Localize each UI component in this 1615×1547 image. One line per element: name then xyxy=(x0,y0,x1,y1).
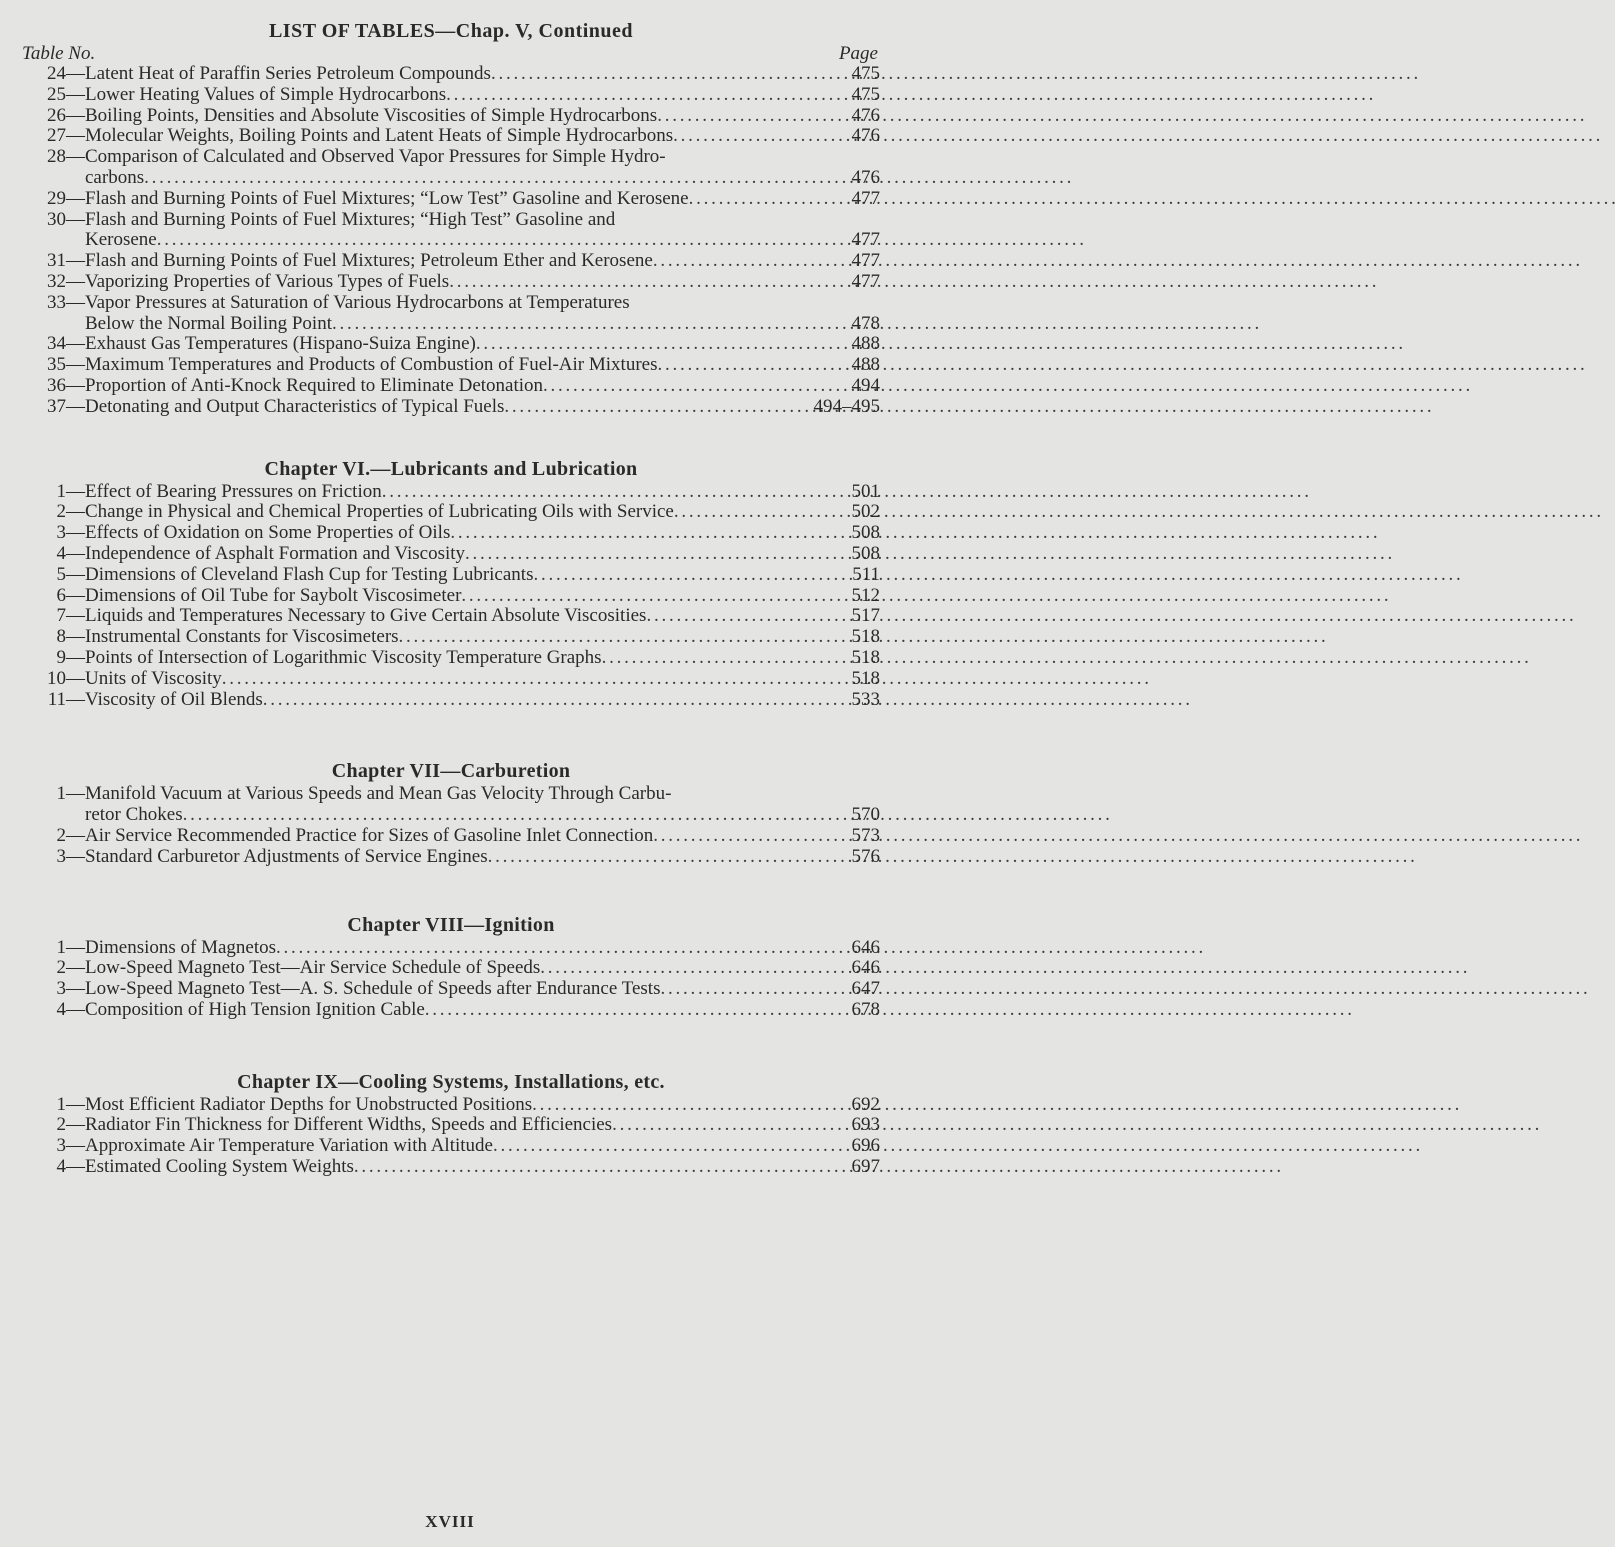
table-number: 33 xyxy=(47,291,66,313)
page-reference: 573 xyxy=(851,824,880,846)
em-dash-separator: — xyxy=(66,1156,85,1178)
table-title: Composition of High Tension Ignition Cable xyxy=(85,998,425,1020)
table-title: Effects of Oxidation on Some Properties of Oils xyxy=(85,522,451,544)
toc-entry-line xyxy=(22,210,880,231)
em-dash-separator: — xyxy=(66,395,85,417)
toc-entry-line xyxy=(22,502,880,523)
dot-leader xyxy=(354,1157,846,1178)
toc-entry-line xyxy=(22,189,880,210)
dot-leader xyxy=(612,1115,845,1136)
section-spacer xyxy=(22,710,880,758)
page-reference: 475 xyxy=(851,83,880,105)
page-reference: 697 xyxy=(851,1156,880,1178)
dot-leader xyxy=(425,1000,846,1021)
toc-entry[interactable] xyxy=(22,126,880,147)
dot-leader xyxy=(673,126,845,147)
dot-leader xyxy=(144,168,845,189)
em-dash-separator: — xyxy=(66,824,85,846)
table-number: 30 xyxy=(47,208,66,230)
table-title: Units of Viscosity xyxy=(85,667,222,689)
toc-entry[interactable] xyxy=(22,847,880,868)
em-dash-separator: — xyxy=(66,63,85,84)
table-number: 10 xyxy=(47,667,66,689)
table-number: 3 xyxy=(56,978,66,1000)
table-number: 25 xyxy=(47,83,66,105)
em-dash-separator: — xyxy=(66,845,85,867)
chapter-section xyxy=(22,912,880,1021)
table-number: 28 xyxy=(47,146,66,168)
page-reference: 508 xyxy=(851,542,880,564)
table-number: 24 xyxy=(47,63,66,84)
chapter-heading: Chapter IX—Cooling Systems, Installations, etc. xyxy=(237,1070,665,1093)
dot-leader xyxy=(543,376,845,397)
page-reference: 494 xyxy=(851,374,880,396)
toc-entry[interactable] xyxy=(22,958,880,979)
toc-entry-line xyxy=(22,106,880,127)
dot-leader xyxy=(602,648,846,669)
table-title: Low-Speed Magneto Test—Air Service Schedule of Speeds xyxy=(85,957,541,979)
toc-entry[interactable] xyxy=(22,147,880,189)
table-number: 2 xyxy=(56,1114,66,1136)
em-dash-separator: — xyxy=(66,187,85,209)
page-reference: 511 xyxy=(852,563,880,585)
em-dash-separator: — xyxy=(66,563,85,585)
page-title: LIST OF TABLES—Chap. V, Continued xyxy=(268,20,634,42)
em-dash-separator: — xyxy=(66,270,85,292)
page-reference: 477 xyxy=(851,187,880,209)
toc-entry[interactable] xyxy=(22,1095,880,1116)
page-reference: 693 xyxy=(851,1114,880,1136)
table-title: Estimated Cooling System Weights xyxy=(85,1156,354,1178)
table-title: Effect of Bearing Pressures on Friction xyxy=(85,480,382,502)
toc-entry[interactable] xyxy=(22,106,880,127)
table-number: 1 xyxy=(56,480,66,502)
page-reference: 696 xyxy=(851,1135,880,1157)
table-number: 36 xyxy=(47,374,66,396)
em-dash-separator: — xyxy=(66,978,85,1000)
table-number: 29 xyxy=(47,187,66,209)
toc-entry[interactable] xyxy=(22,938,880,959)
dot-leader xyxy=(449,272,845,293)
table-title: Dimensions of Cleveland Flash Cup for Testing Lubricants xyxy=(85,563,534,585)
toc-entry-line xyxy=(22,482,880,503)
dot-leader xyxy=(276,938,845,959)
table-number: 3 xyxy=(56,845,66,867)
toc-entry-line xyxy=(22,1115,880,1136)
page-reference: 576 xyxy=(851,845,880,867)
toc-entry-line xyxy=(22,85,880,106)
table-number: 9 xyxy=(56,646,66,668)
toc-entry-line xyxy=(22,1157,880,1178)
table-number: 1 xyxy=(56,936,66,958)
table-title: retor Chokes xyxy=(85,804,183,826)
table-title: Lower Heating Values of Simple Hydrocarbons xyxy=(85,83,447,105)
table-title: Kerosene xyxy=(85,229,157,251)
dot-leader xyxy=(222,669,846,690)
table-number: 5 xyxy=(56,563,66,585)
table-title: Vapor Pressures at Saturation of Various Hydrocarbons at Temperatures xyxy=(85,291,630,313)
toc-entry[interactable] xyxy=(22,784,880,826)
chapter-section xyxy=(22,456,880,711)
table-title: Flash and Burning Points of Fuel Mixtures; “High Test” Gasoline and xyxy=(85,208,616,230)
chapter-section xyxy=(22,758,880,867)
dot-leader xyxy=(157,230,846,251)
toc-entry-line xyxy=(22,334,880,355)
dot-leader xyxy=(660,979,845,1000)
page-reference: 508 xyxy=(851,522,880,544)
table-number: 3 xyxy=(56,1135,66,1157)
toc-entry-line xyxy=(22,979,880,1000)
chapter-heading: Chapter VII—Carburetion xyxy=(331,760,571,783)
table-number: 2 xyxy=(56,501,66,523)
toc-entry-line xyxy=(22,627,880,648)
toc-entry-line xyxy=(22,293,880,314)
table-number: 11 xyxy=(47,688,66,710)
toc-entry[interactable] xyxy=(22,1115,880,1136)
page-reference: 488 xyxy=(851,354,880,376)
toc-entry[interactable] xyxy=(22,64,880,85)
toc-entry[interactable] xyxy=(22,251,880,272)
toc-entry-line xyxy=(22,251,880,272)
toc-body xyxy=(22,64,880,1178)
page-header: Page xyxy=(838,43,878,64)
table-number: 2 xyxy=(56,824,66,846)
table-title: Flash and Burning Points of Fuel Mixtures; Petroleum Ether and Kerosene xyxy=(85,250,653,272)
em-dash-separator: — xyxy=(66,104,85,126)
toc-entry-line xyxy=(22,938,880,959)
em-dash-separator: — xyxy=(66,688,85,710)
table-title: Points of Intersection of Logarithmic Viscosity Temperature Graphs xyxy=(85,646,602,668)
table-number: 27 xyxy=(47,125,66,147)
toc-entry-line xyxy=(22,690,880,711)
toc-entry-line xyxy=(22,606,880,627)
table-title: Detonating and Output Characteristics of Typical Fuels xyxy=(85,395,505,417)
table-title: carbons xyxy=(85,166,145,188)
table-title: Molecular Weights, Boiling Points and Latent Heats of Simple Hydrocarbons xyxy=(85,125,674,147)
toc-entry-line xyxy=(22,1095,880,1116)
table-no-header: Table No. xyxy=(22,43,96,64)
dot-leader xyxy=(653,251,846,272)
toc-entry[interactable] xyxy=(22,272,880,293)
em-dash-separator: — xyxy=(66,125,85,147)
toc-entry-line xyxy=(22,272,880,293)
dot-leader xyxy=(476,334,846,355)
dot-leader xyxy=(183,805,846,826)
table-title: Vaporizing Properties of Various Types of Fuels xyxy=(85,270,450,292)
toc-entry[interactable] xyxy=(22,334,880,355)
section-spacer xyxy=(22,868,880,912)
em-dash-separator: — xyxy=(66,333,85,355)
page-reference: 478 xyxy=(851,312,880,334)
toc-entry-line xyxy=(22,314,880,335)
em-dash-separator: — xyxy=(66,522,85,544)
chapter-heading: Chapter VIII—Ignition xyxy=(347,913,555,936)
dot-leader xyxy=(465,544,845,565)
em-dash-separator: — xyxy=(66,998,85,1020)
toc-entry[interactable] xyxy=(22,627,880,648)
toc-entry[interactable] xyxy=(22,355,880,376)
toc-entry[interactable] xyxy=(22,565,880,586)
toc-entry-line xyxy=(22,847,880,868)
page-reference: 477 xyxy=(851,270,880,292)
page-reference: 647 xyxy=(851,978,880,1000)
table-number: 37 xyxy=(47,395,66,417)
em-dash-separator: — xyxy=(66,1135,85,1157)
table-title: Comparison of Calculated and Observed Vapor Pressures for Simple Hydro- xyxy=(85,146,666,168)
table-of-contents-page xyxy=(22,18,880,1178)
table-title: Most Efficient Radiator Depths for Unobstructed Positions xyxy=(85,1093,533,1115)
toc-entry-line xyxy=(22,565,880,586)
toc-entry-line xyxy=(22,230,880,251)
table-title: Liquids and Temperatures Necessary to Give Certain Absolute Viscosities xyxy=(85,605,647,627)
page-reference: 494–495 xyxy=(813,395,880,417)
chapter-section xyxy=(22,64,880,418)
page-reference: 518 xyxy=(851,667,880,689)
toc-entry-line xyxy=(22,669,880,690)
table-number: 34 xyxy=(47,333,66,355)
dot-leader xyxy=(646,606,845,627)
toc-entry-line xyxy=(22,523,880,544)
table-title: Proportion of Anti-Knock Required to Eliminate Detonation xyxy=(85,374,544,396)
dot-leader xyxy=(382,482,846,503)
toc-entry[interactable] xyxy=(22,586,880,607)
table-number: 7 xyxy=(56,605,66,627)
page-reference: 502 xyxy=(851,501,880,523)
toc-entry[interactable] xyxy=(22,648,880,669)
dot-leader xyxy=(446,85,845,106)
dot-leader xyxy=(657,106,845,127)
toc-entry[interactable] xyxy=(22,606,880,627)
page-reference: 476 xyxy=(851,104,880,126)
column-headers xyxy=(22,44,880,64)
dot-leader xyxy=(461,586,845,607)
em-dash-separator: — xyxy=(66,783,85,805)
table-title: Low-Speed Magneto Test—A. S. Schedule of Speeds after Endurance Tests xyxy=(85,978,661,1000)
page-number: XVIII xyxy=(425,1512,475,1531)
dot-leader xyxy=(493,1136,846,1157)
toc-entry[interactable] xyxy=(22,523,880,544)
toc-entry[interactable] xyxy=(22,210,880,252)
page-reference: 518 xyxy=(851,626,880,648)
table-title: Approximate Air Temperature Variation with Altitude xyxy=(85,1135,493,1157)
table-title: Dimensions of Oil Tube for Saybolt Viscosimeter xyxy=(85,584,462,606)
toc-entry-line xyxy=(22,355,880,376)
em-dash-separator: — xyxy=(66,291,85,313)
chapter-section xyxy=(22,1069,880,1178)
toc-entry[interactable] xyxy=(22,85,880,106)
table-title: Dimensions of Magnetos xyxy=(85,936,277,958)
toc-entry-line xyxy=(22,126,880,147)
toc-entry-line xyxy=(22,544,880,565)
table-title: Exhaust Gas Temperatures (Hispano-Suiza Engine) xyxy=(85,333,476,355)
page-reference: 477 xyxy=(851,229,880,251)
table-number: 35 xyxy=(47,354,66,376)
em-dash-separator: — xyxy=(66,542,85,564)
table-title: Latent Heat of Paraffin Series Petroleum Compounds xyxy=(85,63,491,84)
table-number: 26 xyxy=(47,104,66,126)
dot-leader xyxy=(532,1095,845,1116)
dot-leader xyxy=(399,627,846,648)
toc-entry[interactable] xyxy=(22,1157,880,1178)
toc-entry-line xyxy=(22,586,880,607)
table-number: 4 xyxy=(56,998,66,1020)
toc-entry-line xyxy=(22,168,880,189)
toc-entry[interactable] xyxy=(22,376,880,397)
table-title: Manifold Vacuum at Various Speeds and Mean Gas Velocity Through Carbu- xyxy=(85,783,672,805)
table-title: Boiling Points, Densities and Absolute Viscosities of Simple Hydrocarbons xyxy=(85,104,658,126)
em-dash-separator: — xyxy=(66,626,85,648)
em-dash-separator: — xyxy=(66,646,85,668)
dot-leader xyxy=(263,690,846,711)
chapter-heading: Chapter VI.—Lubricants and Lubrication xyxy=(264,457,638,480)
toc-entry[interactable] xyxy=(22,189,880,210)
toc-entry-line xyxy=(22,147,880,168)
toc-entry-line xyxy=(22,397,880,418)
dot-leader xyxy=(488,847,846,868)
page-reference: 646 xyxy=(851,936,880,958)
toc-entry[interactable] xyxy=(22,826,880,847)
toc-entry-line xyxy=(22,648,880,669)
dot-leader xyxy=(504,397,807,418)
table-number: 2 xyxy=(56,957,66,979)
dot-leader xyxy=(653,826,845,847)
dot-leader xyxy=(332,314,846,335)
em-dash-separator: — xyxy=(66,146,85,168)
toc-entry-line xyxy=(22,958,880,979)
table-number: 1 xyxy=(56,783,66,805)
toc-entry[interactable] xyxy=(22,502,880,523)
table-number: 31 xyxy=(47,250,66,272)
page-reference: 476 xyxy=(851,125,880,147)
toc-entry[interactable] xyxy=(22,690,880,711)
page-reference: 533 xyxy=(851,688,880,710)
table-number: 3 xyxy=(56,522,66,544)
em-dash-separator: — xyxy=(66,354,85,376)
table-title: Flash and Burning Points of Fuel Mixtures; “Low Test” Gasoline and Kerosene xyxy=(85,187,689,209)
toc-entry-line xyxy=(22,1000,880,1021)
em-dash-separator: — xyxy=(66,667,85,689)
toc-entry-line xyxy=(22,826,880,847)
em-dash-separator: — xyxy=(66,605,85,627)
toc-entry[interactable] xyxy=(22,1000,880,1021)
toc-entry[interactable] xyxy=(22,293,880,335)
em-dash-separator: — xyxy=(66,936,85,958)
toc-entry[interactable] xyxy=(22,669,880,690)
page-reference: 475 xyxy=(851,63,880,84)
toc-entry-line xyxy=(22,376,880,397)
page-reference: 488 xyxy=(851,333,880,355)
page-reference: 517 xyxy=(851,605,880,627)
page-reference: 646 xyxy=(851,957,880,979)
dot-leader xyxy=(491,64,846,85)
table-number: 6 xyxy=(56,584,66,606)
toc-entry-line xyxy=(22,1136,880,1157)
table-title: Air Service Recommended Practice for Sizes of Gasoline Inlet Connection xyxy=(85,824,654,846)
table-title: Change in Physical and Chemical Properties of Lubricating Oils with Service xyxy=(85,501,674,523)
table-title: Standard Carburetor Adjustments of Service Engines xyxy=(85,845,488,867)
table-title: Viscosity of Oil Blends xyxy=(85,688,263,710)
page-reference: 570 xyxy=(851,804,880,826)
em-dash-separator: — xyxy=(66,480,85,502)
em-dash-separator: — xyxy=(66,1114,85,1136)
em-dash-separator: — xyxy=(66,957,85,979)
table-title: Below the Normal Boiling Point xyxy=(85,312,332,334)
section-spacer xyxy=(22,1021,880,1069)
em-dash-separator: — xyxy=(66,501,85,523)
table-number: 4 xyxy=(56,542,66,564)
dot-leader xyxy=(657,355,845,376)
toc-entry[interactable] xyxy=(22,979,880,1000)
table-title: Radiator Fin Thickness for Different Widths, Speeds and Efficiencies xyxy=(85,1114,613,1136)
dot-leader xyxy=(540,958,845,979)
toc-entry-line xyxy=(22,805,880,826)
page-reference: 512 xyxy=(851,584,880,606)
page-reference: 477 xyxy=(851,250,880,272)
dot-leader xyxy=(689,189,846,210)
dot-leader xyxy=(450,523,845,544)
table-title: Independence of Asphalt Formation and Viscosity xyxy=(85,542,466,564)
table-number: 1 xyxy=(56,1093,66,1115)
section-spacer xyxy=(22,418,880,456)
page-reference: 518 xyxy=(851,646,880,668)
page-reference: 692 xyxy=(851,1093,880,1115)
dot-leader xyxy=(674,502,846,523)
toc-entry[interactable] xyxy=(22,482,880,503)
em-dash-separator: — xyxy=(66,83,85,105)
toc-entry-line xyxy=(22,784,880,805)
table-title: Maximum Temperatures and Products of Combustion of Fuel-Air Mixtures xyxy=(85,354,658,376)
toc-entry[interactable] xyxy=(22,544,880,565)
toc-entry[interactable] xyxy=(22,397,880,418)
em-dash-separator: — xyxy=(66,208,85,230)
table-number: 8 xyxy=(56,626,66,648)
em-dash-separator: — xyxy=(66,250,85,272)
dot-leader xyxy=(533,565,846,586)
toc-entry[interactable] xyxy=(22,1136,880,1157)
table-title: Instrumental Constants for Viscosimeters xyxy=(85,626,399,648)
page-reference: 501 xyxy=(851,480,880,502)
table-number: 4 xyxy=(56,1156,66,1178)
page-reference: 476 xyxy=(851,166,880,188)
em-dash-separator: — xyxy=(66,584,85,606)
em-dash-separator: — xyxy=(66,374,85,396)
table-number: 32 xyxy=(47,270,66,292)
page-reference: 678 xyxy=(851,998,880,1020)
toc-entry-line xyxy=(22,64,880,85)
em-dash-separator: — xyxy=(66,1093,85,1115)
